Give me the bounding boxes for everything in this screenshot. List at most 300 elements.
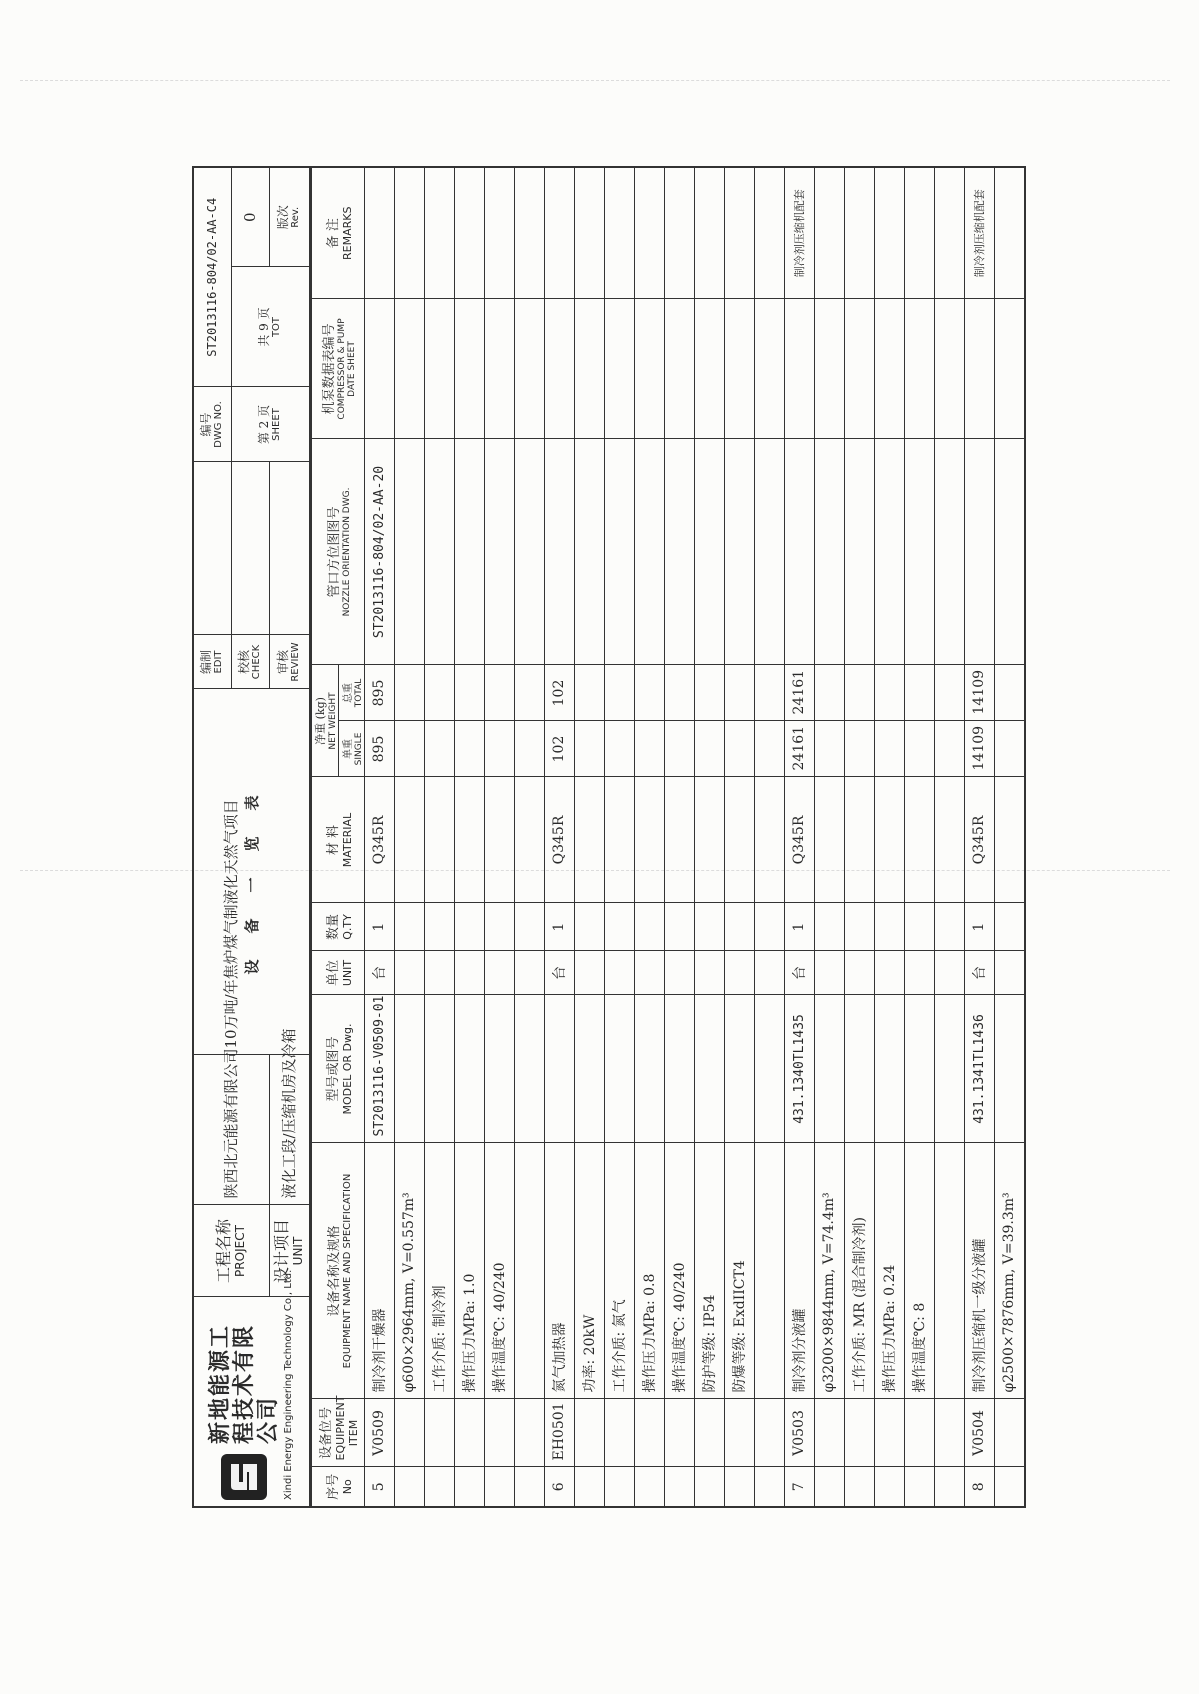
cell-unit [574, 951, 604, 995]
cell-pump [784, 299, 814, 439]
table-row [454, 167, 484, 1507]
cell-material: Q345R [364, 777, 394, 903]
cell-model [574, 995, 604, 1143]
cell-remarks [814, 167, 844, 299]
cell-pump [904, 299, 934, 439]
cell-no [694, 1467, 724, 1507]
cell-spec [754, 1143, 784, 1399]
cell-total [634, 665, 664, 721]
cell-model [754, 995, 784, 1143]
cell-unit: 台 [364, 951, 394, 995]
cell-spec: 工作介质: MR (混合制冷剂) [844, 1143, 874, 1399]
cell-qty [454, 903, 484, 951]
cell-remarks [544, 167, 574, 299]
equipment-list-sheet [192, 168, 1052, 1508]
table-row [364, 167, 394, 1507]
cell-qty [664, 903, 694, 951]
cell-pump [364, 299, 394, 439]
cell-pump [994, 299, 1025, 439]
cell-total [904, 665, 934, 721]
cell-spec [934, 1143, 964, 1399]
cell-qty [874, 903, 904, 951]
cell-item [394, 1399, 424, 1467]
cell-single [574, 721, 604, 777]
cell-material [904, 777, 934, 903]
table-row [544, 167, 574, 1507]
table-row [904, 167, 934, 1507]
cell-unit [664, 951, 694, 995]
cell-spec: 操作压力MPa: 0.8 [634, 1143, 664, 1399]
table-row [484, 167, 514, 1507]
cell-item [844, 1399, 874, 1467]
cell-no [394, 1467, 424, 1507]
cell-total: 895 [364, 665, 394, 721]
cell-total [724, 665, 754, 721]
cell-model [844, 995, 874, 1143]
cell-item [874, 1399, 904, 1467]
header-remarks: 备 注 REMARKS [311, 167, 365, 299]
cell-spec: φ600×2964mm, V=0.557m³ [394, 1143, 424, 1399]
cell-remarks [874, 167, 904, 299]
cell-nozzle [724, 439, 754, 665]
cell-model [604, 995, 634, 1143]
cell-unit [604, 951, 634, 995]
title-block [192, 166, 310, 1508]
cell-no [454, 1467, 484, 1507]
cell-remarks [604, 167, 634, 299]
cell-qty [994, 903, 1025, 951]
table-row [874, 167, 904, 1507]
cell-model: 431.1340TL1435 [784, 995, 814, 1143]
cell-remarks [424, 167, 454, 299]
cell-model: ST2013116-V0509-01 [364, 995, 394, 1143]
cell-single [724, 721, 754, 777]
cell-total [694, 665, 724, 721]
table-row [574, 167, 604, 1507]
cell-item: V0503 [784, 1399, 814, 1467]
cell-unit [754, 951, 784, 995]
cell-nozzle [844, 439, 874, 665]
cell-unit [634, 951, 664, 995]
cell-pump [604, 299, 634, 439]
cell-pump [934, 299, 964, 439]
cell-qty: 1 [364, 903, 394, 951]
table-row [694, 167, 724, 1507]
check-value [231, 462, 269, 635]
cell-item: V0504 [964, 1399, 994, 1467]
cell-spec: 操作温度℃: 40/240 [664, 1143, 694, 1399]
scan-artifact-line-top [20, 80, 1170, 81]
cell-single [874, 721, 904, 777]
cell-spec: 防爆等级: ExdIICT4 [724, 1143, 754, 1399]
cell-spec: 制冷剂干燥器 [364, 1143, 394, 1399]
cell-no [634, 1467, 664, 1507]
cell-qty [574, 903, 604, 951]
equipment-table [310, 166, 1026, 1508]
cell-spec: 制冷剂压缩机一级分液罐 [964, 1143, 994, 1399]
cell-no [994, 1467, 1025, 1507]
cell-nozzle [634, 439, 664, 665]
project-label: 工程名称 PROJECT [193, 1205, 269, 1297]
cell-remarks [724, 167, 754, 299]
cell-pump [454, 299, 484, 439]
cell-unit: 台 [784, 951, 814, 995]
cell-no: 5 [364, 1467, 394, 1507]
edit-value [193, 462, 231, 635]
cell-item: V0509 [364, 1399, 394, 1467]
cell-nozzle [814, 439, 844, 665]
table-row [724, 167, 754, 1507]
cell-remarks [484, 167, 514, 299]
cell-nozzle: ST2013116-804/02-AA-20 [364, 439, 394, 665]
check-label: 校核 CHECK [231, 635, 269, 689]
cell-material [874, 777, 904, 903]
cell-total [424, 665, 454, 721]
cell-total [604, 665, 634, 721]
cell-material: Q345R [784, 777, 814, 903]
cell-remarks [694, 167, 724, 299]
cell-single [604, 721, 634, 777]
cell-unit [904, 951, 934, 995]
cell-total [754, 665, 784, 721]
cell-pump [574, 299, 604, 439]
cell-single [844, 721, 874, 777]
table-row [424, 167, 454, 1507]
table-row [664, 167, 694, 1507]
cell-pump [484, 299, 514, 439]
cell-qty [634, 903, 664, 951]
cell-pump [754, 299, 784, 439]
cell-single: 14109 [964, 721, 994, 777]
cell-model [634, 995, 664, 1143]
cell-material [394, 777, 424, 903]
cell-unit [514, 951, 544, 995]
cell-model [664, 995, 694, 1143]
table-row [634, 167, 664, 1507]
cell-unit [724, 951, 754, 995]
cell-qty [754, 903, 784, 951]
cell-material [694, 777, 724, 903]
cell-item [664, 1399, 694, 1467]
cell-no [664, 1467, 694, 1507]
revision-label: 版次 Rev. [269, 167, 309, 267]
cell-single [634, 721, 664, 777]
cell-model [724, 995, 754, 1143]
cell-item [484, 1399, 514, 1467]
revision-value: 0 [231, 167, 269, 267]
cell-unit [934, 951, 964, 995]
cell-item [724, 1399, 754, 1467]
table-row [844, 167, 874, 1507]
cell-material [934, 777, 964, 903]
cell-material [994, 777, 1025, 903]
cell-qty: 1 [784, 903, 814, 951]
cell-model: 431.1341TL1436 [964, 995, 994, 1143]
cell-qty [484, 903, 514, 951]
sheet-number: 第 2 页 SHEET [231, 387, 309, 462]
table-row [784, 167, 814, 1507]
header-total: 总重 TOTAL [338, 665, 364, 721]
cell-material [844, 777, 874, 903]
cell-pump [844, 299, 874, 439]
cell-qty [394, 903, 424, 951]
cell-item [994, 1399, 1025, 1467]
cell-total [454, 665, 484, 721]
project-name: 陕西北元能源有限公司10万吨/年焦炉煤气制液化天然气项目 [193, 1055, 269, 1205]
cell-no [484, 1467, 514, 1507]
cell-remarks [844, 167, 874, 299]
cell-nozzle [904, 439, 934, 665]
document-title: 设备一览表 [193, 689, 309, 1055]
cell-item [814, 1399, 844, 1467]
table-row [604, 167, 634, 1507]
cell-remarks [904, 167, 934, 299]
cell-no [424, 1467, 454, 1507]
cell-nozzle [964, 439, 994, 665]
cell-material [664, 777, 694, 903]
cell-material [634, 777, 664, 903]
cell-material: Q345R [964, 777, 994, 903]
cell-nozzle [694, 439, 724, 665]
cell-spec: 操作压力MPa: 1.0 [454, 1143, 484, 1399]
cell-model [874, 995, 904, 1143]
cell-nozzle [484, 439, 514, 665]
cell-nozzle [664, 439, 694, 665]
cell-no [844, 1467, 874, 1507]
cell-total [514, 665, 544, 721]
cell-material [484, 777, 514, 903]
cell-unit [844, 951, 874, 995]
cell-single [394, 721, 424, 777]
cell-no: 7 [784, 1467, 814, 1507]
dwg-no-value: ST2013116-804/02-AA-C4 [193, 167, 231, 387]
cell-unit [454, 951, 484, 995]
cell-unit [484, 951, 514, 995]
cell-nozzle [424, 439, 454, 665]
table-row [994, 167, 1025, 1507]
company-logo-block [193, 1269, 309, 1507]
cell-single [934, 721, 964, 777]
cell-material: Q345R [544, 777, 574, 903]
cell-total [574, 665, 604, 721]
cell-pump [814, 299, 844, 439]
cell-qty [424, 903, 454, 951]
cell-total: 102 [544, 665, 574, 721]
cell-item [904, 1399, 934, 1467]
header-unit: 单位 UNIT [311, 951, 365, 995]
cell-no [514, 1467, 544, 1507]
cell-remarks [574, 167, 604, 299]
table-row [964, 167, 994, 1507]
cell-no: 8 [964, 1467, 994, 1507]
cell-material [814, 777, 844, 903]
cell-total [484, 665, 514, 721]
cell-no [724, 1467, 754, 1507]
cell-item: EH0501 [544, 1399, 574, 1467]
cell-spec: 操作温度℃: 40/240 [484, 1143, 514, 1399]
cell-qty [844, 903, 874, 951]
table-header-row [311, 167, 339, 1507]
cell-pump [544, 299, 574, 439]
cell-no [904, 1467, 934, 1507]
cell-pump [394, 299, 424, 439]
cell-no [754, 1467, 784, 1507]
cell-nozzle [784, 439, 814, 665]
cell-model [814, 995, 844, 1143]
cell-remarks [454, 167, 484, 299]
header-no: 序号 No [311, 1467, 365, 1507]
cell-item [514, 1399, 544, 1467]
cell-unit [814, 951, 844, 995]
cell-material [424, 777, 454, 903]
cell-remarks [394, 167, 424, 299]
table-row [934, 167, 964, 1507]
cell-remarks [514, 167, 544, 299]
cell-material [514, 777, 544, 903]
cell-no [574, 1467, 604, 1507]
cell-unit [424, 951, 454, 995]
cell-no: 6 [544, 1467, 574, 1507]
table-row [754, 167, 784, 1507]
review-value [269, 462, 309, 635]
cell-remarks [664, 167, 694, 299]
cell-single [694, 721, 724, 777]
cell-spec: 氮气加热器 [544, 1143, 574, 1399]
cell-remarks: 制冷剂压缩机配套 [964, 167, 994, 299]
table-row [394, 167, 424, 1507]
cell-qty [694, 903, 724, 951]
cell-material [754, 777, 784, 903]
cell-item [424, 1399, 454, 1467]
header-item: 设备位号 EQUIPMENT ITEM [311, 1399, 365, 1467]
cell-single: 895 [364, 721, 394, 777]
cell-model [514, 995, 544, 1143]
cell-nozzle [514, 439, 544, 665]
cell-nozzle [454, 439, 484, 665]
cell-model [544, 995, 574, 1143]
cell-remarks [634, 167, 664, 299]
cell-pump [724, 299, 754, 439]
cell-spec: 操作压力MPa: 0.24 [874, 1143, 904, 1399]
cell-no [934, 1467, 964, 1507]
cell-qty [724, 903, 754, 951]
cell-single [424, 721, 454, 777]
cell-no [604, 1467, 634, 1507]
header-material: 材 料 MATERIAL [311, 777, 365, 903]
cell-nozzle [934, 439, 964, 665]
header-qty: 数量 Q.TY [311, 903, 365, 951]
cell-item [634, 1399, 664, 1467]
cell-nozzle [574, 439, 604, 665]
cell-pump [694, 299, 724, 439]
cell-single [454, 721, 484, 777]
cell-total: 14109 [964, 665, 994, 721]
cell-pump [634, 299, 664, 439]
cell-single [664, 721, 694, 777]
cell-single [994, 721, 1025, 777]
header-weight: 净重 (kg) NET WEIGHT [311, 665, 339, 777]
cell-material [574, 777, 604, 903]
cell-item [604, 1399, 634, 1467]
cell-pump [424, 299, 454, 439]
cell-pump [964, 299, 994, 439]
total-sheets: 共 9 页 TOT [231, 267, 309, 387]
cell-single: 24161 [784, 721, 814, 777]
cell-model [694, 995, 724, 1143]
cell-spec: 防护等级: IP54 [694, 1143, 724, 1399]
cell-spec: 工作介质: 氮气 [604, 1143, 634, 1399]
unit-name: 液化工段/压缩机房及冷箱 [269, 1055, 309, 1205]
cell-unit [694, 951, 724, 995]
cell-nozzle [394, 439, 424, 665]
header-compressor: 机泵数据表编号 COMPRESSOR & PUMP DATE SHEET [311, 299, 365, 439]
cell-total [874, 665, 904, 721]
cell-spec: 制冷剂分液罐 [784, 1143, 814, 1399]
cell-remarks [934, 167, 964, 299]
cell-item [694, 1399, 724, 1467]
cell-qty: 1 [544, 903, 574, 951]
table-row [814, 167, 844, 1507]
company-name-cn: 新地能源工程技术有限公司 [207, 1323, 282, 1444]
cell-unit [874, 951, 904, 995]
cell-pump [514, 299, 544, 439]
cell-remarks [994, 167, 1025, 299]
edit-label: 编制 EDIT [193, 635, 231, 689]
cell-nozzle [544, 439, 574, 665]
cell-model [934, 995, 964, 1143]
cell-single [754, 721, 784, 777]
header-spec: 设备名称及规格 EQUIPMENT NAME AND SPECIFICATION [311, 1143, 365, 1399]
cell-material [454, 777, 484, 903]
company-name-en: Xindi Energy Engineering Technology Co., Ltd. [283, 1269, 295, 1500]
cell-model [904, 995, 934, 1143]
cell-remarks: 制冷剂压缩机配套 [784, 167, 814, 299]
cell-item [754, 1399, 784, 1467]
cell-nozzle [874, 439, 904, 665]
table-body [364, 167, 1025, 1507]
cell-qty [604, 903, 634, 951]
cell-spec: φ2500×7876mm, V=39.3m³ [994, 1143, 1025, 1399]
cell-qty [934, 903, 964, 951]
cell-item [934, 1399, 964, 1467]
cell-spec: 工作介质: 制冷剂 [424, 1143, 454, 1399]
dwg-no-label: 编号 DWG NO. [193, 387, 231, 462]
cell-spec: φ3200×9844mm, V=74.4m³ [814, 1143, 844, 1399]
table-row [514, 167, 544, 1507]
cell-spec: 功率: 20kW [574, 1143, 604, 1399]
cell-model [394, 995, 424, 1143]
cell-item [574, 1399, 604, 1467]
cell-single [484, 721, 514, 777]
cell-total [814, 665, 844, 721]
cell-no [814, 1467, 844, 1507]
cell-single [514, 721, 544, 777]
cell-qty [904, 903, 934, 951]
cell-spec: 操作温度℃: 8 [904, 1143, 934, 1399]
cell-nozzle [994, 439, 1025, 665]
cell-total [934, 665, 964, 721]
cell-remarks [754, 167, 784, 299]
cell-unit [994, 951, 1025, 995]
header-nozzle: 管口方位图图号 NOZZLE ORIENTATION DWG. [311, 439, 365, 665]
header-model: 型号或图号 MODEL OR Dwg. [311, 995, 365, 1143]
cell-nozzle [604, 439, 634, 665]
cell-qty: 1 [964, 903, 994, 951]
cell-model [454, 995, 484, 1143]
cell-total [664, 665, 694, 721]
cell-total [844, 665, 874, 721]
cell-total [394, 665, 424, 721]
